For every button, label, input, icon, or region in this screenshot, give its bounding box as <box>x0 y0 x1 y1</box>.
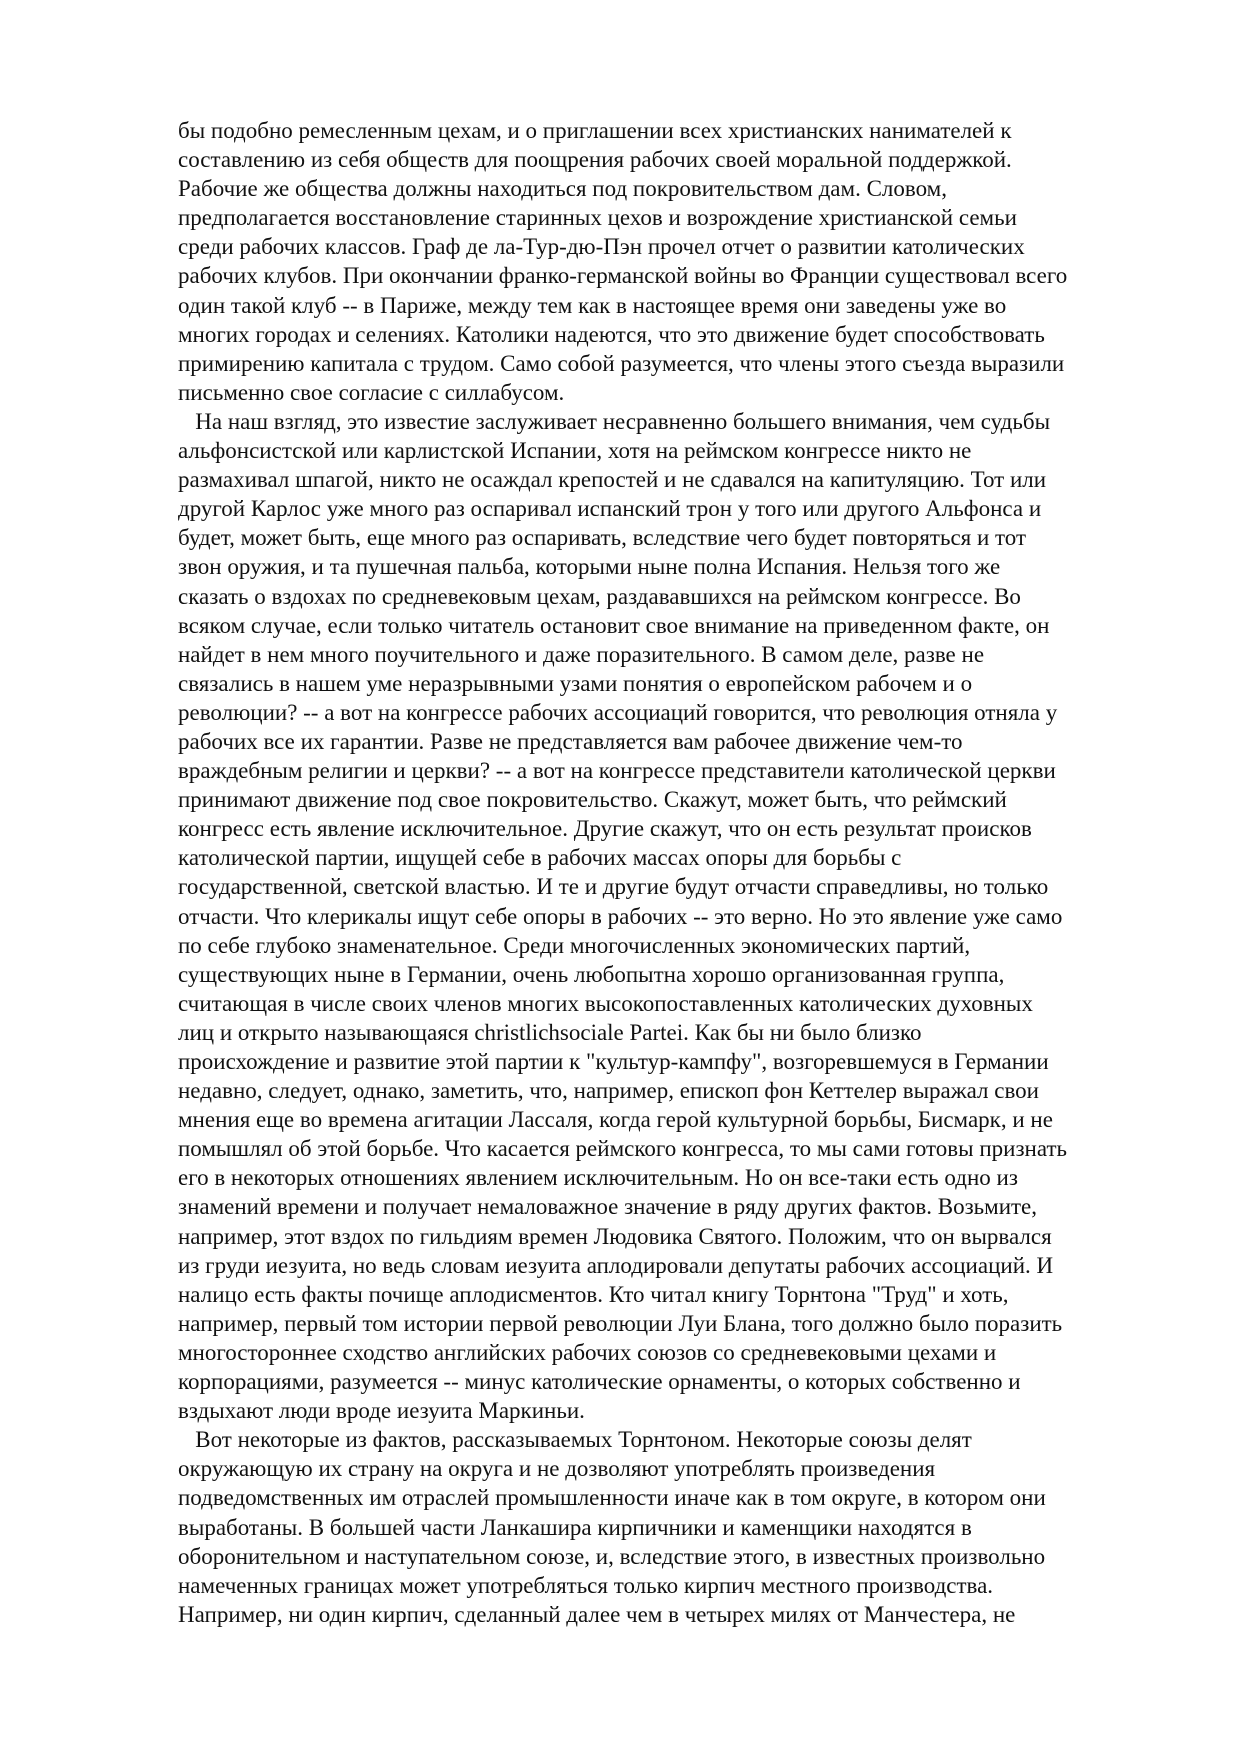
text-line: другой Карлос уже много раз оспаривал испанский трон у того или другого Альфонса и <box>178 496 1042 522</box>
text-line: бы подобно ремесленным цехам, и о приглашении всех христианских нанимателей к <box>178 118 1012 143</box>
text-line: письменно свое согласие с силлабусом. <box>178 379 565 405</box>
text-line: считающая в числе своих членов многих высокопоставленных католических духовных <box>178 990 1033 1016</box>
text-line: враждебным религии и церкви? -- а вот на конгрессе представители католической церкви <box>178 758 1056 784</box>
text-line: подведомственных им отраслей промышленности иначе как в том округе, в котором они <box>178 1485 1046 1511</box>
text-line: звон оружия, и та пушечная пальба, которыми ныне полна Испания. Нельзя того же <box>178 554 1001 580</box>
text-line: принимают движение под свое покровительство. Скажут, может быть, что реймский <box>178 787 1007 813</box>
text-line: помышлял об этой борьбе. Что касается реймского конгресса, то мы сами готовы признать <box>178 1136 1067 1162</box>
text-line: лиц и открыто называющаяся christlichsociale Partei. Как бы ни было близко <box>178 1019 922 1045</box>
text-line: найдет в нем много поучительного и даже поразительного. В самом деле, разве не <box>178 641 985 667</box>
text-line: государственной, светской властью. И те и другие будут отчасти справедливы, но только <box>178 874 1049 900</box>
text-line: католической партии, ищущей себе в рабочих массах опоры для борьбы с <box>178 845 902 871</box>
text-line: например, этот вздох по гильдиям времен Людовика Святого. Положим, что он вырвался <box>178 1223 1052 1249</box>
text-line: из груди иезуита, но ведь словам иезуита аплодировали депутаты рабочих ассоциаций. И <box>178 1252 1054 1278</box>
text-line: отчасти. Что клерикалы ищут себе опоры в рабочих -- это верно. Но это явление уже само <box>178 903 1063 929</box>
text-line: по себе глубоко знаменательное. Среди многочисленных экономических партий, <box>178 932 971 958</box>
text-line: альфонсистской или карлистской Испании, хотя на реймском конгрессе никто не <box>178 438 972 464</box>
text-line: выработаны. В большей части Ланкашира кирпичники и каменщики находятся в <box>178 1514 972 1540</box>
text-line: революции? -- а вот на конгрессе рабочих ассоциаций говорится, что революция отняла у <box>178 699 1058 725</box>
text-line: например, первый том истории первой революции Луи Блана, того должно было поразить <box>178 1310 1063 1336</box>
text-line: один такой клуб -- в Париже, между тем как в настоящее время они заведены уже во <box>178 292 1007 318</box>
text-line: Вот некоторые из фактов, рассказываемых Торнтоном. Некоторые союзы делят <box>178 1427 972 1453</box>
text-line: На наш взгляд, это известие заслуживает несравненно большего внимания, чем судьбы <box>178 408 1051 434</box>
text-line: корпорациями, разумеется -- минус католические орнаменты, о которых собственно и <box>178 1369 1021 1395</box>
text-line: составлению из себя обществ для поощрения рабочих своей моральной поддержкой. <box>178 147 1012 173</box>
text-line: Рабочие же общества должны находиться под покровительством дам. Словом, <box>178 176 947 202</box>
text-line: многих городах и селениях. Католики надеются, что это движение будет способствовать <box>178 321 1045 347</box>
text-line: знамений времени и получает немаловажное значение в ряду других фактов. Возьмите, <box>178 1194 1038 1220</box>
text-line: конгресс есть явление исключительное. Другие скажут, что он есть результат происков <box>178 816 1032 842</box>
text-line: окружающую их страну на округа и не дозволяют употреблять произведения <box>178 1456 936 1482</box>
text-line: рабочих все их гарантии. Разве не представляется вам рабочее движение чем-то <box>178 728 963 754</box>
text-line: Например, ни один кирпич, сделанный далее чем в четырех милях от Манчестера, не <box>178 1601 1016 1627</box>
text-line: связались в нашем уме неразрывными узами понятия о европейском рабочем и о <box>178 670 973 696</box>
text-line: мнения еще во времена агитации Лассаля, когда герой культурной борьбы, Бисмарк, и не <box>178 1107 1053 1133</box>
text-line: будет, может быть, еще много раз оспаривать, вследствие чего будет повторяться и тот <box>178 525 1027 551</box>
text-line: оборонительном и наступательном союзе, и, вследствие этого, в известных произвольно <box>178 1543 1046 1569</box>
text-line: происхождение и развитие этой партии к "культур-кампфу", возгоревшемуся в Германии <box>178 1049 1049 1074</box>
text-line: всяком случае, если только читатель остановит свое внимание на приведенном факте, он <box>178 612 1050 638</box>
document-text <box>178 116 1168 1629</box>
text-line: многостороннее сходство английских рабочих союзов со средневековыми цехами и <box>178 1339 997 1365</box>
text-line: налицо есть факты почище аплодисментов. Кто читал книгу Торнтона "Труд" и хоть, <box>178 1281 1009 1307</box>
text-line: рабочих клубов. При окончании франко-германской войны во Франции существовал всего <box>178 263 1068 289</box>
text-line: предполагается восстановление старинных цехов и возрождение христианской семьи <box>178 205 1017 231</box>
text-line: сказать о вздохах по средневековым цехам, раздававшихся на реймском конгрессе. Во <box>178 583 1021 609</box>
text-line: существующих ныне в Германии, очень любопытна хорошо организованная группа, <box>178 961 1005 987</box>
text-line: среди рабочих классов. Граф де ла-Тур-дю-Пэн прочел отчет о развитии католических <box>178 234 1025 260</box>
text-line: недавно, следует, однако, заметить, что, например, епископ фон Кеттелер выражал свои <box>178 1078 1039 1104</box>
text-line: намеченных границах может употребляться только кирпич местного производства. <box>178 1572 994 1598</box>
text-line: примирению капитала с трудом. Само собой разумеется, что члены этого съезда выразили <box>178 350 1065 376</box>
text-line: вздыхают люди вроде иезуита Маркиньи. <box>178 1398 585 1424</box>
text-line: размахивал шпагой, никто не осаждал крепостей и не сдавался на капитуляцию. Тот или <box>178 467 1047 493</box>
text-line: его в некоторых отношениях явлением исключительным. Но он все-таки есть одно из <box>178 1165 1018 1191</box>
